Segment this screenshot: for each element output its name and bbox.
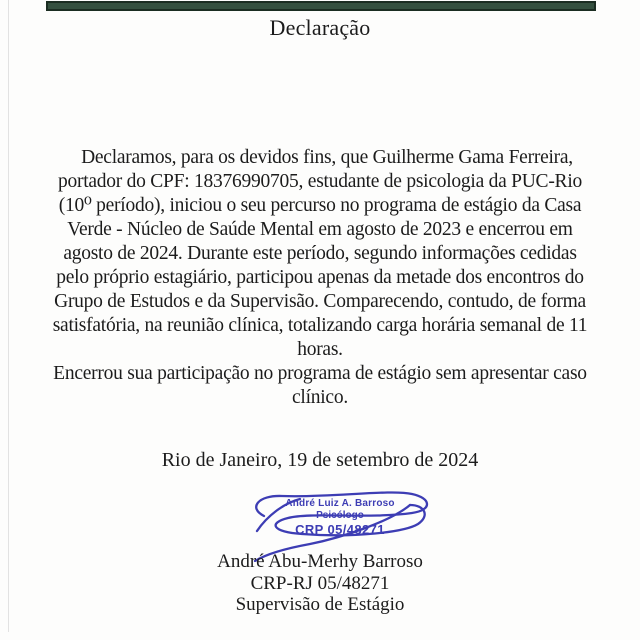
declaration-line: (10⁰ período), iniciou o seu percurso no programa de estágio da Casa	[58, 195, 582, 216]
stamp-title: Psicólogo	[316, 510, 364, 521]
document-title: Declaração	[269, 15, 371, 40]
declaration-line: portador do CPF: 18376990705, estudante de psicologia da PUC-Rio	[57, 171, 582, 192]
stamp-registry: CRP 05/48271	[295, 522, 385, 537]
declaration-line: pelo próprio estagiário, participou apenas da metade dos encontros do	[56, 267, 584, 288]
signer-block	[0, 551, 640, 616]
declaration-line: satisfatória, na reunião clínica, totalizando carga horária semanal de 11	[52, 315, 588, 336]
top-bar	[46, 1, 596, 11]
declaration-line: Grupo de Estudos e da Supervisão. Comparecendo, contudo, de forma	[54, 291, 586, 312]
declaration-line: agosto de 2024. Durante este período, segundo informações cedidas	[63, 243, 577, 264]
declaration-line: Verde - Núcleo de Saúde Mental em agosto de 2023 e encerrou em	[67, 219, 573, 240]
signer-role: Supervisão de Estágio	[235, 594, 405, 615]
declaration-line: Encerrou sua participação no programa de estágio sem apresentar caso	[53, 363, 587, 384]
signature-block	[240, 482, 440, 562]
signer-registry: CRP-RJ 05/48271	[250, 572, 390, 594]
handwritten-signature-scribble	[240, 482, 440, 562]
stamp-name: André Luiz A. Barroso	[285, 498, 395, 509]
signer-name: André Abu-Merhy Barroso	[217, 551, 423, 572]
page-edge-line	[8, 0, 9, 632]
date-line: Rio de Janeiro, 19 de setembro de 2024	[161, 449, 479, 471]
declaration-line: horas.	[297, 339, 343, 360]
declaration-line: Declaramos, para os devidos fins, que Guilherme Gama Ferreira,	[81, 147, 573, 168]
declaration-line: clínico.	[292, 387, 348, 408]
declaration-paragraph	[30, 146, 610, 410]
